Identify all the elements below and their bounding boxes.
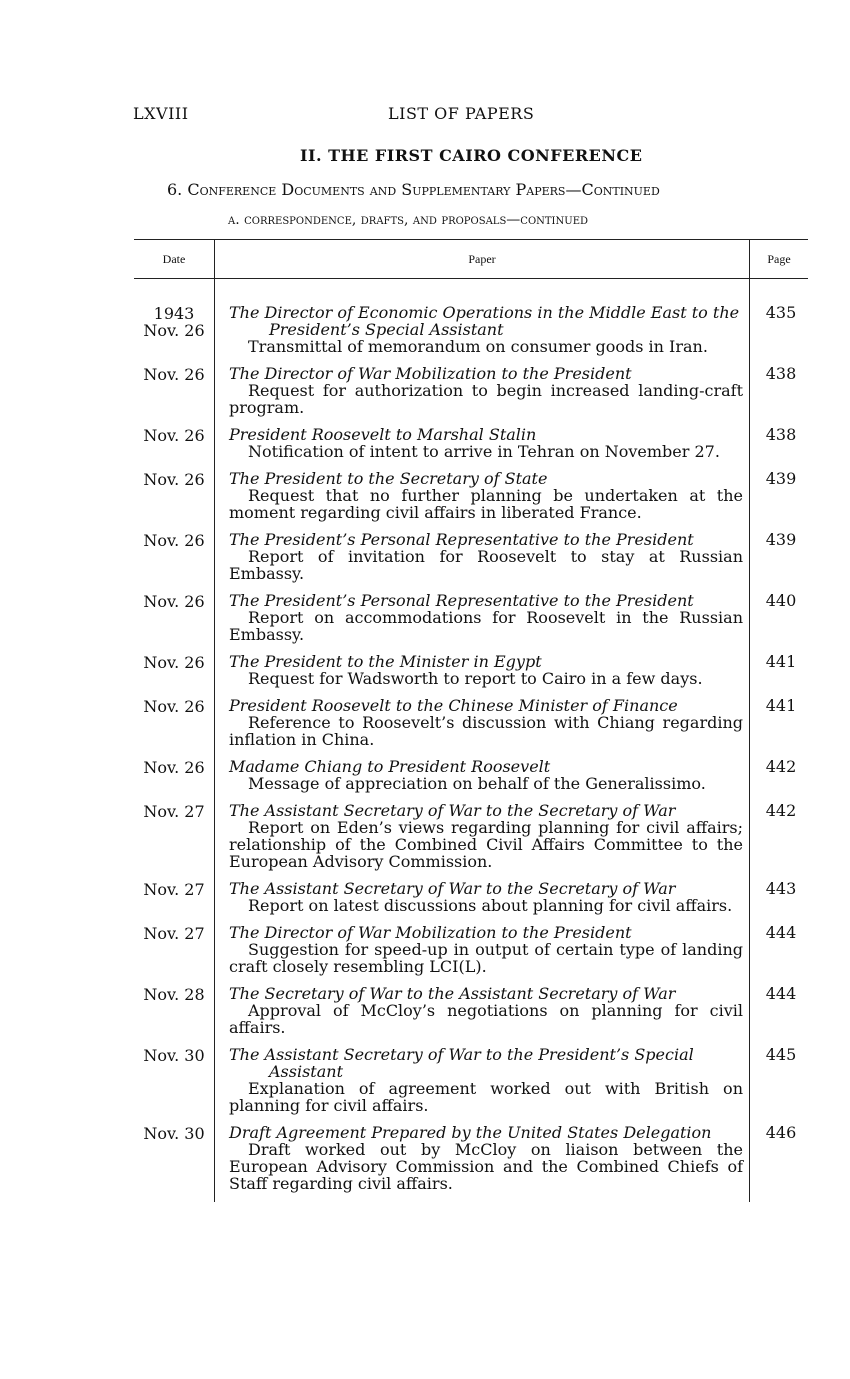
entry-date: Nov. 28 xyxy=(143,985,205,1004)
date-column-header: Date xyxy=(134,240,215,279)
entry-title xyxy=(229,924,743,941)
entry-title xyxy=(229,304,743,338)
entry-summary: Explanation of agreement worked out with British on planning for civil affairs. xyxy=(229,1079,743,1115)
entry-date: Nov. 26 xyxy=(143,758,205,777)
table-row xyxy=(134,426,808,470)
entry-paper-cell xyxy=(215,531,750,592)
entry-date: Nov. 27 xyxy=(143,880,205,899)
entry-paper-cell xyxy=(215,365,750,426)
entry-date: Nov. 26 xyxy=(143,321,205,340)
entry-page-number: 441 xyxy=(750,697,809,758)
entry-paper-cell xyxy=(215,470,750,531)
entry-page-number: 446 xyxy=(750,1124,809,1202)
entry-summary: Message of appreciation on behalf of the Generalissimo. xyxy=(248,774,706,793)
entry-paper-cell xyxy=(215,880,750,924)
entry-title xyxy=(229,592,743,609)
entry-title-text: The Director of War Mobilization to the President xyxy=(229,364,632,383)
entry-date-cell xyxy=(134,426,215,470)
entry-summary: Reference to Roosevelt’s discussion with Chiang regarding inflation in China. xyxy=(229,713,743,749)
entry-paper-cell xyxy=(215,697,750,758)
entry-title-text: President Roosevelt to Marshal Stalin xyxy=(229,425,537,444)
entry-date-cell xyxy=(134,924,215,985)
entry-page-number: 438 xyxy=(750,365,809,426)
entry-page-number: 445 xyxy=(750,1046,809,1124)
entry-date-cell xyxy=(134,758,215,802)
table-row xyxy=(134,880,808,924)
entry-date: Nov. 26 xyxy=(143,653,205,672)
entry-date-cell xyxy=(134,653,215,697)
table-row xyxy=(134,653,808,697)
table-row xyxy=(134,1046,808,1124)
table-row xyxy=(134,304,808,365)
entry-year: 1943 xyxy=(153,304,195,323)
entry-paper-cell xyxy=(215,304,750,365)
entry-title-text: The Assistant Secretary of War to the Secretary of War xyxy=(229,879,676,898)
entry-date-cell xyxy=(134,1046,215,1124)
entry-title-continuation: Assistant xyxy=(269,1062,344,1081)
entry-title-text: The Secretary of War to the Assistant Secretary of War xyxy=(229,984,676,1003)
entry-title xyxy=(229,985,743,1002)
entry-title xyxy=(229,880,743,897)
entry-paper-cell xyxy=(215,924,750,985)
entry-summary: Notification of intent to arrive in Tehran on November 27. xyxy=(248,442,720,461)
table-row xyxy=(134,531,808,592)
entry-date: Nov. 26 xyxy=(143,365,205,384)
entry-summary: Request for authorization to begin increased landing-craft program. xyxy=(229,381,743,417)
entry-summary: Transmittal of memorandum on consumer goods in Iran. xyxy=(248,337,708,356)
entry-date: Nov. 26 xyxy=(143,531,205,550)
entry-title xyxy=(229,758,743,775)
entry-title-continuation: President’s Special Assistant xyxy=(269,320,504,339)
entry-title xyxy=(229,697,743,714)
entry-date: Nov. 30 xyxy=(143,1124,205,1143)
table-header-row xyxy=(134,240,808,279)
entry-summary: Report on accommodations for Roosevelt in the Russian Embassy. xyxy=(229,608,743,644)
entry-date: Nov. 26 xyxy=(143,426,205,445)
entry-paper-cell xyxy=(215,1046,750,1124)
papers-table-container xyxy=(134,239,808,1202)
entry-page-number: 439 xyxy=(750,531,809,592)
entry-title-text: The Assistant Secretary of War to the Secretary of War xyxy=(229,801,676,820)
entry-page-number: 440 xyxy=(750,592,809,653)
entry-date-cell xyxy=(134,365,215,426)
entry-page-number: 442 xyxy=(750,802,809,880)
entry-date-cell xyxy=(134,880,215,924)
entry-date-cell xyxy=(134,531,215,592)
table-row xyxy=(134,365,808,426)
entry-title xyxy=(229,653,743,670)
entry-page-number: 441 xyxy=(750,653,809,697)
table-row xyxy=(134,592,808,653)
entry-date-cell xyxy=(134,802,215,880)
entry-title-text: The Assistant Secretary of War to the President’s Special xyxy=(229,1045,694,1064)
table-body xyxy=(134,279,808,1203)
entry-title-text: The President to the Minister in Egypt xyxy=(229,652,542,671)
entry-page-number: 444 xyxy=(750,985,809,1046)
entry-title xyxy=(229,1046,743,1080)
table-row xyxy=(134,985,808,1046)
entry-summary: Draft worked out by McCloy on liaison between the European Advisory Commission and the Combined Chiefs of Staff regarding civil affairs. xyxy=(229,1140,743,1193)
entry-date-cell xyxy=(134,470,215,531)
entry-title-text: The President’s Personal Representative to the President xyxy=(229,591,694,610)
running-title: LIST OF PAPERS xyxy=(388,104,535,123)
table-row xyxy=(134,697,808,758)
entry-title xyxy=(229,531,743,548)
entry-date: Nov. 26 xyxy=(143,697,205,716)
entry-page-number: 444 xyxy=(750,924,809,985)
entry-page-number: 439 xyxy=(750,470,809,531)
table-row xyxy=(134,1124,808,1202)
entry-summary: Request for Wadsworth to report to Cairo in a few days. xyxy=(248,669,703,688)
entry-title-text: The President to the Secretary of State xyxy=(229,469,548,488)
entry-date-cell xyxy=(134,985,215,1046)
papers-table xyxy=(134,239,808,1202)
sub-section-title: a. correspondence, drafts, and proposals—continued xyxy=(228,212,589,228)
entry-paper-cell xyxy=(215,1124,750,1202)
entry-title-text: Draft Agreement Prepared by the United States Delegation xyxy=(229,1123,712,1142)
entry-paper-cell xyxy=(215,653,750,697)
entry-date: Nov. 30 xyxy=(143,1046,205,1065)
entry-summary: Report on Eden’s views regarding planning for civil affairs; relationship of the Combined Civil Affairs Committee to the European Advisory Commission. xyxy=(229,818,743,871)
entry-summary: Approval of McCloy’s negotiations on planning for civil affairs. xyxy=(229,1001,743,1037)
entry-title-text: The President’s Personal Representative to the President xyxy=(229,530,694,549)
entry-title-text: Madame Chiang to President Roosevelt xyxy=(229,757,551,776)
entry-page-number: 435 xyxy=(750,304,809,365)
entry-summary: Report of invitation for Roosevelt to stay at Russian Embassy. xyxy=(229,547,743,583)
entry-summary: Request that no further planning be undertaken at the moment regarding civil affairs in liberated France. xyxy=(229,486,743,522)
paper-column-header: Paper xyxy=(215,240,750,279)
entry-title xyxy=(229,1124,743,1141)
entry-title-text: President Roosevelt to the Chinese Minister of Finance xyxy=(229,696,678,715)
section-title: 6. Conference Documents and Supplementary Papers—Continued xyxy=(167,180,660,199)
entry-date: Nov. 27 xyxy=(143,802,205,821)
entry-title xyxy=(229,365,743,382)
entry-paper-cell xyxy=(215,426,750,470)
entry-title-text: The Director of War Mobilization to the President xyxy=(229,923,632,942)
part-title: II. THE FIRST CAIRO CONFERENCE xyxy=(300,146,643,165)
entry-date-cell xyxy=(134,697,215,758)
entry-title-text: The Director of Economic Operations in the Middle East to the xyxy=(229,303,740,322)
entry-page-number: 443 xyxy=(750,880,809,924)
table-row xyxy=(134,470,808,531)
entry-date-cell xyxy=(134,304,215,365)
table-spacer-row xyxy=(134,279,808,305)
entry-date-cell xyxy=(134,592,215,653)
entry-title xyxy=(229,802,743,819)
table-row xyxy=(134,924,808,985)
entry-page-number: 442 xyxy=(750,758,809,802)
entry-paper-cell xyxy=(215,758,750,802)
entry-paper-cell xyxy=(215,985,750,1046)
entry-paper-cell xyxy=(215,592,750,653)
page-folio: LXVIII xyxy=(133,104,189,123)
entry-page-number: 438 xyxy=(750,426,809,470)
entry-date: Nov. 26 xyxy=(143,592,205,611)
entry-date: Nov. 26 xyxy=(143,470,205,489)
table-row xyxy=(134,758,808,802)
entry-title xyxy=(229,470,743,487)
entry-title xyxy=(229,426,743,443)
entry-summary: Suggestion for speed-up in output of certain type of landing craft closely resembling LCI(L). xyxy=(229,940,743,976)
entry-date-cell xyxy=(134,1124,215,1202)
entry-date: Nov. 27 xyxy=(143,924,205,943)
entry-summary: Report on latest discussions about planning for civil affairs. xyxy=(248,896,733,915)
entry-paper-cell xyxy=(215,802,750,880)
table-row xyxy=(134,802,808,880)
page-column-header: Page xyxy=(750,240,809,279)
